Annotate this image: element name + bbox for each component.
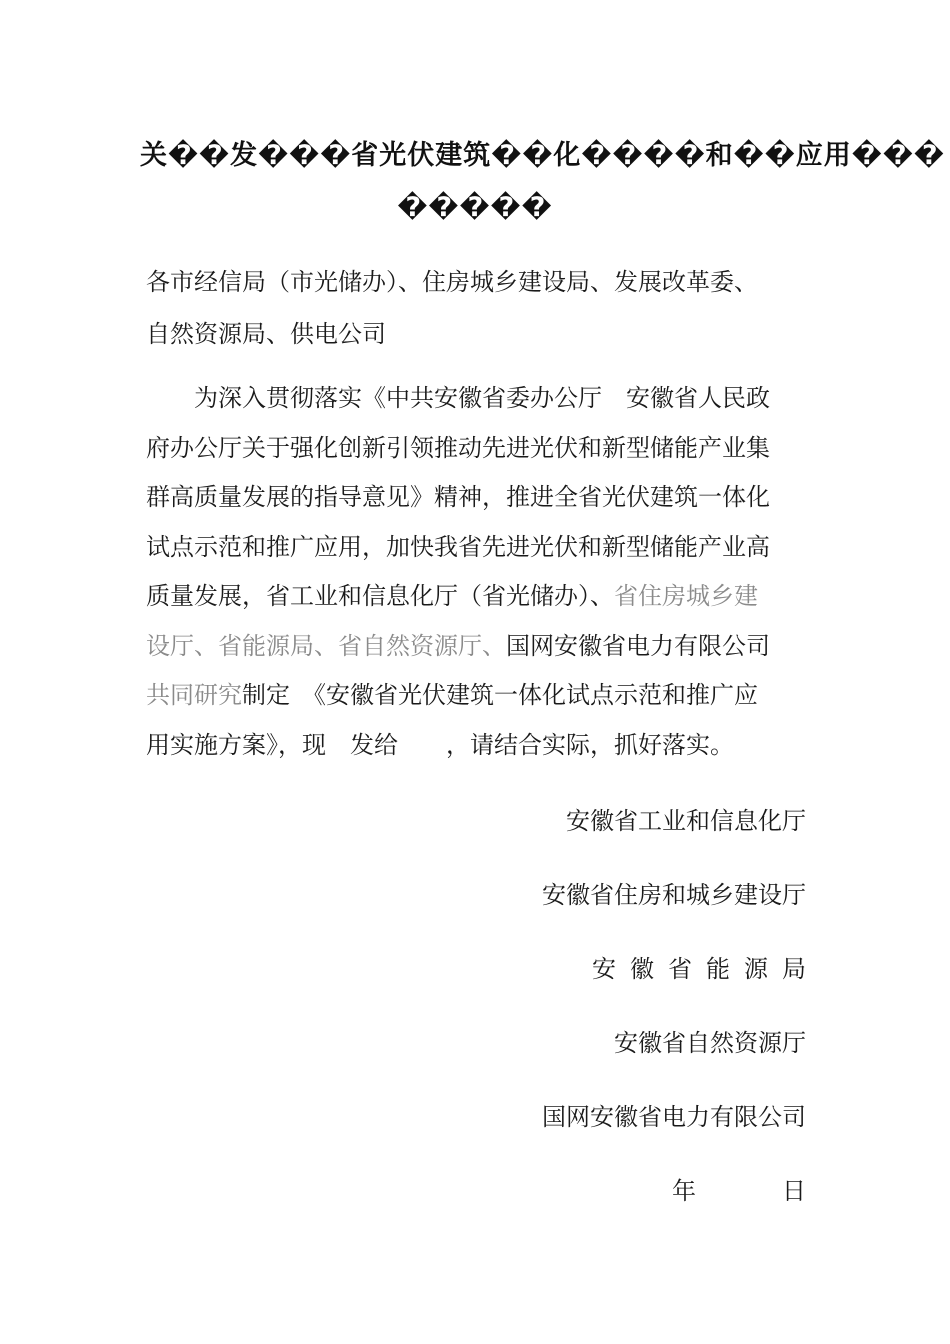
body-line-5-text: 质量发展，省工业和信息化厅（省光储办）、 — [146, 582, 614, 610]
title-line-1: 关��发���省光伏建筑��化����和��应用��� — [140, 140, 945, 171]
document-title — [140, 130, 945, 234]
body-line-2: 府办公厅关于强化创新引领推动先进光伏和新型储能产业集 — [146, 433, 770, 462]
body-line-5-gray-text: 省住房城乡建 — [614, 582, 758, 610]
addressee-line-2: 自然资源局、供电公司 — [146, 320, 386, 348]
body-line-5 — [146, 572, 816, 622]
body-line-7-gray-text: 共同研究 — [146, 681, 242, 709]
body-line-8: 用实施方案》，现 发给 ，请结合实际，抓好落实。 — [146, 730, 734, 759]
signature-block — [542, 796, 820, 1216]
signatory-1: 安徽省工业和信息化厅 — [566, 807, 806, 835]
body-line-3: 群高质量发展的指导意见》精神，推进全省光伏建筑一体化 — [146, 483, 770, 511]
signatory-4: 安徽省自然资源厅 — [614, 1029, 806, 1057]
signatory-3: 安徽省能源局 — [592, 955, 820, 983]
signatory-5: 国网安徽省电力有限公司 — [542, 1103, 806, 1131]
title-line-2: ����� — [397, 192, 553, 223]
addressee-line-1: 各市经信局（市光储办）、住房城乡建设局、发展改革委、 — [146, 268, 758, 296]
body-line-4: 试点示范和推广应用，加快我省先进光伏和新型储能产业高 — [146, 532, 770, 561]
body-line-7-text: 制定 《安徽省光伏建筑一体化试点示范和推广应 — [242, 681, 758, 709]
signatory-2: 安徽省住房和城乡建设厅 — [542, 881, 806, 909]
date-year-label: 年 — [672, 1177, 696, 1205]
body-line-7 — [146, 671, 816, 721]
body-line-6 — [146, 622, 816, 672]
body-line-6-text: 国网安徽省电力有限公司 — [506, 631, 770, 660]
date-row — [542, 1166, 806, 1216]
body-paragraph — [146, 374, 816, 770]
addressee-block — [146, 256, 816, 360]
body-line-6-gray-text: 设厅、省能源局、省自然资源厅、 — [146, 631, 506, 660]
body-line-1: 为深入贯彻落实《中共安徽省委办公厅 安徽省人民政 — [194, 384, 770, 412]
date-day-label: 日 — [782, 1177, 806, 1205]
